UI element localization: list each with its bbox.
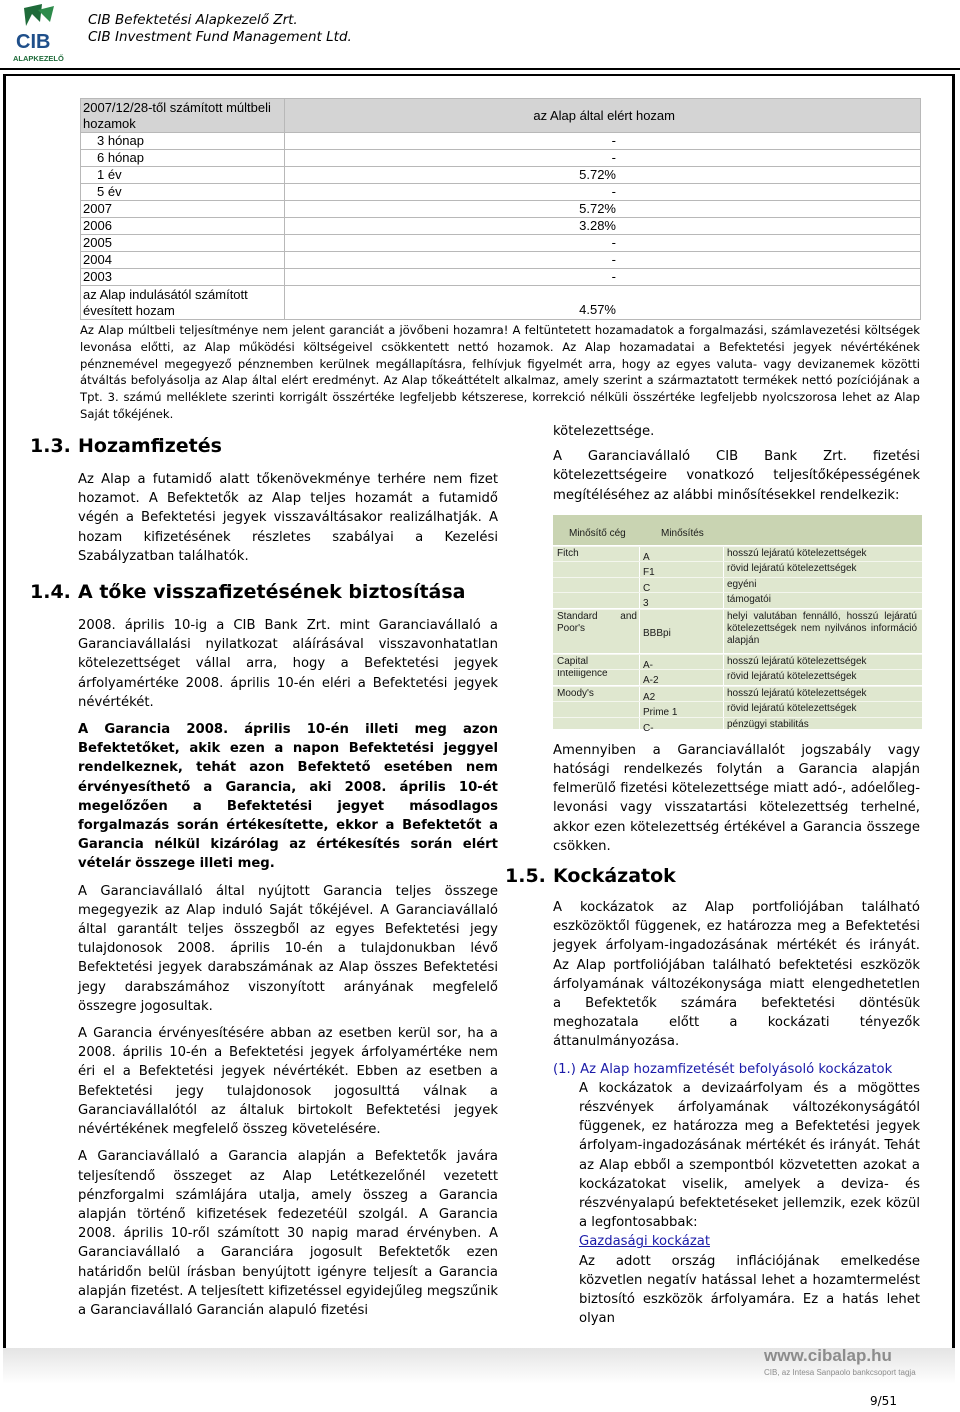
table-row bbox=[81, 269, 921, 286]
rating-header-row bbox=[553, 515, 922, 545]
rating-row bbox=[553, 592, 922, 608]
paragraph: Az Alap a futamidő alatt tőkenövekménye terhére nem fizet hozamot. A Befektetők az Alap teljes hozamát a futamidő végén a Befektetési jegyek visszaváltásakor realizálhatják. A hozam kifizetésének részletes szabályai a Kezelési Szabályzatban találhatók. bbox=[78, 472, 498, 564]
table-row bbox=[81, 201, 921, 218]
company-name-hu: CIB Befektetési Alapkezelő Zrt. bbox=[88, 12, 298, 28]
returns-header-label: 2007/12/28-től számított múltbeli hozamok bbox=[81, 99, 285, 133]
rating-code: 3 bbox=[643, 598, 649, 610]
rating-code: A-2 bbox=[643, 675, 659, 687]
rating-row bbox=[553, 686, 922, 702]
page-number: 9/51 bbox=[870, 1394, 897, 1408]
header-company bbox=[88, 12, 352, 46]
section-heading bbox=[505, 864, 920, 888]
cib-logo-icon bbox=[10, 4, 74, 64]
left-column bbox=[30, 422, 498, 1328]
rating-row bbox=[553, 701, 922, 717]
section-number: 1.4. bbox=[30, 581, 71, 604]
paragraph-continuation: kötelezettsége. bbox=[553, 424, 655, 439]
paragraph-bold: A Garancia 2008. április 10-én illeti meg azon Befektetőket, akik ezen a napon Befektetési jeggyel rendelkeznek, tehát azon Befektető esetében nem érvényesíthető a Garancia, aki 2008. április 10-ét megelőzően a Befektetési jegyet másodlagos forgalmazás során értékesítette, ekkor a Befektetőt a Garancia nélkül kizárólag az értékesítés során elért vételár összege illeti meg. bbox=[78, 722, 498, 872]
section-number: 1.3. bbox=[30, 435, 71, 457]
footer-url[interactable]: www.cibalap.hu bbox=[764, 1346, 892, 1365]
rating-desc: rövid lejáratú kötelezettségek bbox=[727, 563, 857, 575]
rating-row bbox=[553, 717, 922, 733]
table-row bbox=[81, 235, 921, 252]
rating-row bbox=[553, 609, 922, 653]
frame-top bbox=[3, 74, 955, 76]
agency-name: Standard and Poor's bbox=[557, 610, 637, 634]
paragraph: A Garancia érvényesítésére abban az esetben kerül sor, ha a 2008. április 10-én a Befektetési jegyek árfolyamértéke nem éri el a Befektetési jegyek névértékét. Ebben az esetben a Befektetési jegy tulajdonosok jogosulttá válnak a Garanciavállalótól az általuk birtokolt Befektetési jegyek névértékének megfelelő összeg követelésére. bbox=[78, 1026, 498, 1138]
rating-row bbox=[553, 669, 922, 685]
rating-group bbox=[553, 545, 922, 608]
table-row bbox=[81, 184, 921, 201]
rating-code: A- bbox=[643, 659, 653, 671]
returns-header-value: az Alap által elért hozam bbox=[285, 99, 921, 133]
rating-row bbox=[553, 561, 922, 577]
rating-code: A2 bbox=[643, 691, 656, 703]
frame-left bbox=[3, 76, 6, 1348]
paragraph: A kockázatok az Alap portfoliójában található eszközöktől függenek, ez határozza meg a Befektetési jegyek árfolyam-ingadozásának mértékét és irányát. Az Alap portfoliójában található befektetési eszközök árfolyamának változékonysága miatt elengedhetetlen a Befektetők számára befektetési döntésük meghozatala előtt a kockázati tényezők áttanulmányozása. bbox=[553, 900, 920, 1050]
frame-right bbox=[952, 76, 955, 1348]
row-label: 2007 bbox=[81, 201, 285, 218]
section-title: Hozamfizetés bbox=[78, 435, 222, 457]
rating-desc: rövid lejáratú kötelezettségek bbox=[727, 671, 857, 683]
page-header bbox=[0, 0, 960, 70]
rating-desc: támogatói bbox=[727, 594, 771, 606]
rating-code: C bbox=[643, 582, 651, 594]
section-heading bbox=[30, 434, 498, 458]
rating-col-rating: Minősítés bbox=[661, 527, 704, 539]
returns-notes bbox=[80, 322, 920, 423]
rating-row bbox=[553, 654, 922, 670]
company-name-en: CIB Investment Fund Management Ltd. bbox=[88, 29, 352, 45]
returns-header-row bbox=[81, 99, 921, 133]
returns-table bbox=[80, 98, 921, 320]
row-value: - bbox=[285, 269, 921, 286]
table-row bbox=[81, 218, 921, 235]
row-value: 3.28% bbox=[285, 218, 921, 235]
section-heading bbox=[30, 580, 498, 604]
header-divider bbox=[0, 68, 960, 70]
row-label: 2004 bbox=[81, 252, 285, 269]
returns-disclaimer: Az Alap múltbeli teljesítménye nem jelent garanciát a jövőbeni hozamra! A feltüntetett hozamadatok a forgalmazási, számlavezetési költségek levonása előtti, az Alap működési költségeivel csökkentett nettó hozamok. Az Alap hozamadatai a Befektetési jegyek névértékének pénznemével megegyező pénznemben kerülnek megállapításra, felhívjuk figyelmét arra, hogy az egyes valuta- vagy devizanemek közötti átváltás befolyásolja az Alap által elért eredményt. Az Alap tőkeáttételt alkalmaz, amely szerint a származtatott termékek nettó pozíciójának a Tpt. 3. számú melléklete szerinti korrigált összértéke legfeljebb kétszerese, korrekció nélküli összértéke legfeljebb nyolcszorosa lehet az Alap Saját tőkéjének. bbox=[80, 323, 920, 421]
rating-table bbox=[553, 515, 922, 734]
row-label: az Alap indulásától számított évesített hozam bbox=[81, 286, 285, 320]
rating-row bbox=[553, 577, 922, 593]
row-value: - bbox=[285, 150, 921, 167]
row-value: - bbox=[285, 184, 921, 201]
paragraph: Az adott ország inflációjának emelkedése közvetlen negatív hatással lehet a hozamtermelést biztosító eszközök árfolyamára. Ez a hatás lehet olyan bbox=[579, 1253, 920, 1327]
paragraph: 2008. április 10-ig a CIB Bank Zrt. mint Garanciavállaló a Garanciavállalási nyilatkozat aláírásával visszavonhatatlan kötelezettséget vállal arra, hogy a Befektetési jegyek árfolyamértéke 2008. április 10-én eléri a Befektetési jegyek névértékét. bbox=[78, 618, 498, 710]
rating-group bbox=[553, 685, 922, 733]
paragraph: A Garanciavállaló által nyújtott Garancia teljes összege megegyezik az Alap induló Saját tőkéjével. A Garanciavállaló által garantált teljes összegből az egyes Befektetési jegy tulajdonosok 2008. április 10-én a tulajdonukban lévő Befektetési jegyek darabszámának az Alap összes Befektetési jegy darabszámához viszonyított arányának megfelelő összegre jogosultak. bbox=[78, 883, 498, 1014]
section-number: 1.5. bbox=[505, 865, 546, 888]
rating-desc: egyéni bbox=[727, 578, 757, 590]
rating-desc: helyi valutában fennálló, hosszú lejáratú kötelezettségek nem nyilvános információ alapján bbox=[727, 610, 917, 646]
table-row bbox=[81, 252, 921, 269]
right-column bbox=[505, 422, 920, 1329]
rating-code: A bbox=[643, 551, 650, 563]
rating-code: BBBpi bbox=[643, 627, 671, 639]
row-value: 4.57% bbox=[285, 286, 921, 320]
rating-code: F1 bbox=[643, 567, 655, 579]
table-row bbox=[81, 167, 921, 184]
agency-name: Fitch bbox=[557, 547, 579, 559]
paragraph: A kockázatok a devizaárfolyam és a mögöttes részvények árfolyamának változékonyságától függenek, ez határozza meg a Befektetési jegyek árfolyam-ingadozásának mértékét és irányát. Tehát az Alap ebből a szempontból közvetetten azokat a kockázatokat viselik, amelyek a deviza- és részvényalapú befektetéseket jellemzik, ezek közül a legfontosabbak: bbox=[579, 1080, 920, 1231]
paragraph: Amennyiben a Garanciavállalót jogszabály vagy hatósági rendelkezés folytán a Garancia alapján felmerülő fizetési kötelezettsége miatt adó-, adóelőleg-levonási vagy visszatartási kötelezettség terhelné, akkor ezen kötelezettség értékével a Garancia összege csökken. bbox=[553, 742, 920, 854]
rating-desc: hosszú lejáratú kötelezettségek bbox=[727, 687, 867, 699]
logo-subtext: ALAPKEZELŐ bbox=[13, 54, 64, 63]
table-row bbox=[81, 286, 921, 320]
table-row bbox=[81, 150, 921, 167]
subsection-heading: (1.) Az Alap hozamfizetését befolyásoló kockázatok bbox=[553, 1061, 893, 1077]
row-label: 6 hónap bbox=[81, 150, 285, 167]
rating-group bbox=[553, 608, 922, 653]
row-value: - bbox=[285, 133, 921, 150]
rating-code: C- bbox=[643, 722, 654, 734]
subsection-link[interactable]: Gazdasági kockázat bbox=[579, 1234, 710, 1250]
footer-tagline: CIB, az Intesa Sanpaolo bankcsoport tagja bbox=[764, 1368, 916, 1377]
row-label: 5 év bbox=[81, 184, 285, 201]
agency-name: Capital Intelligence bbox=[557, 655, 608, 679]
row-value: - bbox=[285, 235, 921, 252]
paragraph: A Garanciavállaló a Garancia alapján a Befektetők javára teljesítendő összeget az Alap Letétkezelőnél vezetett pénzforgalmi számlájára utalja, amely összeg a Garancia alapján történő kifizetések fedezetéül szolgál. A Garancia 2008. április 10-ről számított 30 napig marad érvényben. A Garanciavállaló a Garanciára jogosult Befektetők ezen határidőn belül írásban benyújtott igényre teljesít a Garancia alapján fizetést. A teljesített kifizetéssel egyidejűleg megszűnik a Garanciavállaló Garancián alapuló fizetési bbox=[78, 1149, 498, 1318]
row-value: 5.72% bbox=[285, 167, 921, 184]
row-label: 2005 bbox=[81, 235, 285, 252]
rating-code: Prime 1 bbox=[643, 707, 678, 719]
table-row bbox=[81, 133, 921, 150]
rating-col-agency: Minősítő cég bbox=[569, 527, 626, 539]
agency-name: Moody's bbox=[557, 687, 594, 699]
logo-text: CIB bbox=[16, 31, 51, 53]
rating-desc: hosszú lejáratú kötelezettségek bbox=[727, 655, 867, 667]
row-label: 1 év bbox=[81, 167, 285, 184]
row-label: 2006 bbox=[81, 218, 285, 235]
section-title: Kockázatok bbox=[553, 865, 676, 888]
rating-desc: rövid lejáratú kötelezettségek bbox=[727, 703, 857, 715]
rating-desc: hosszú lejáratú kötelezettségek bbox=[727, 547, 867, 559]
rating-desc: pénzügyi stabilitás bbox=[727, 718, 809, 730]
row-label: 2003 bbox=[81, 269, 285, 286]
rating-group bbox=[553, 653, 922, 685]
rating-row bbox=[553, 546, 922, 562]
row-value: 5.72% bbox=[285, 201, 921, 218]
paragraph: A Garanciavállaló CIB Bank Zrt. fizetési kötelezettségeire vonatkozó teljesítőképességének megítéléséhez az alábbi minősítésekkel rendelkezik: bbox=[553, 449, 920, 503]
section-title: A tőke visszafizetésének biztosítása bbox=[78, 581, 466, 604]
row-label: 3 hónap bbox=[81, 133, 285, 150]
subsection-body bbox=[553, 1079, 920, 1329]
row-value: - bbox=[285, 252, 921, 269]
